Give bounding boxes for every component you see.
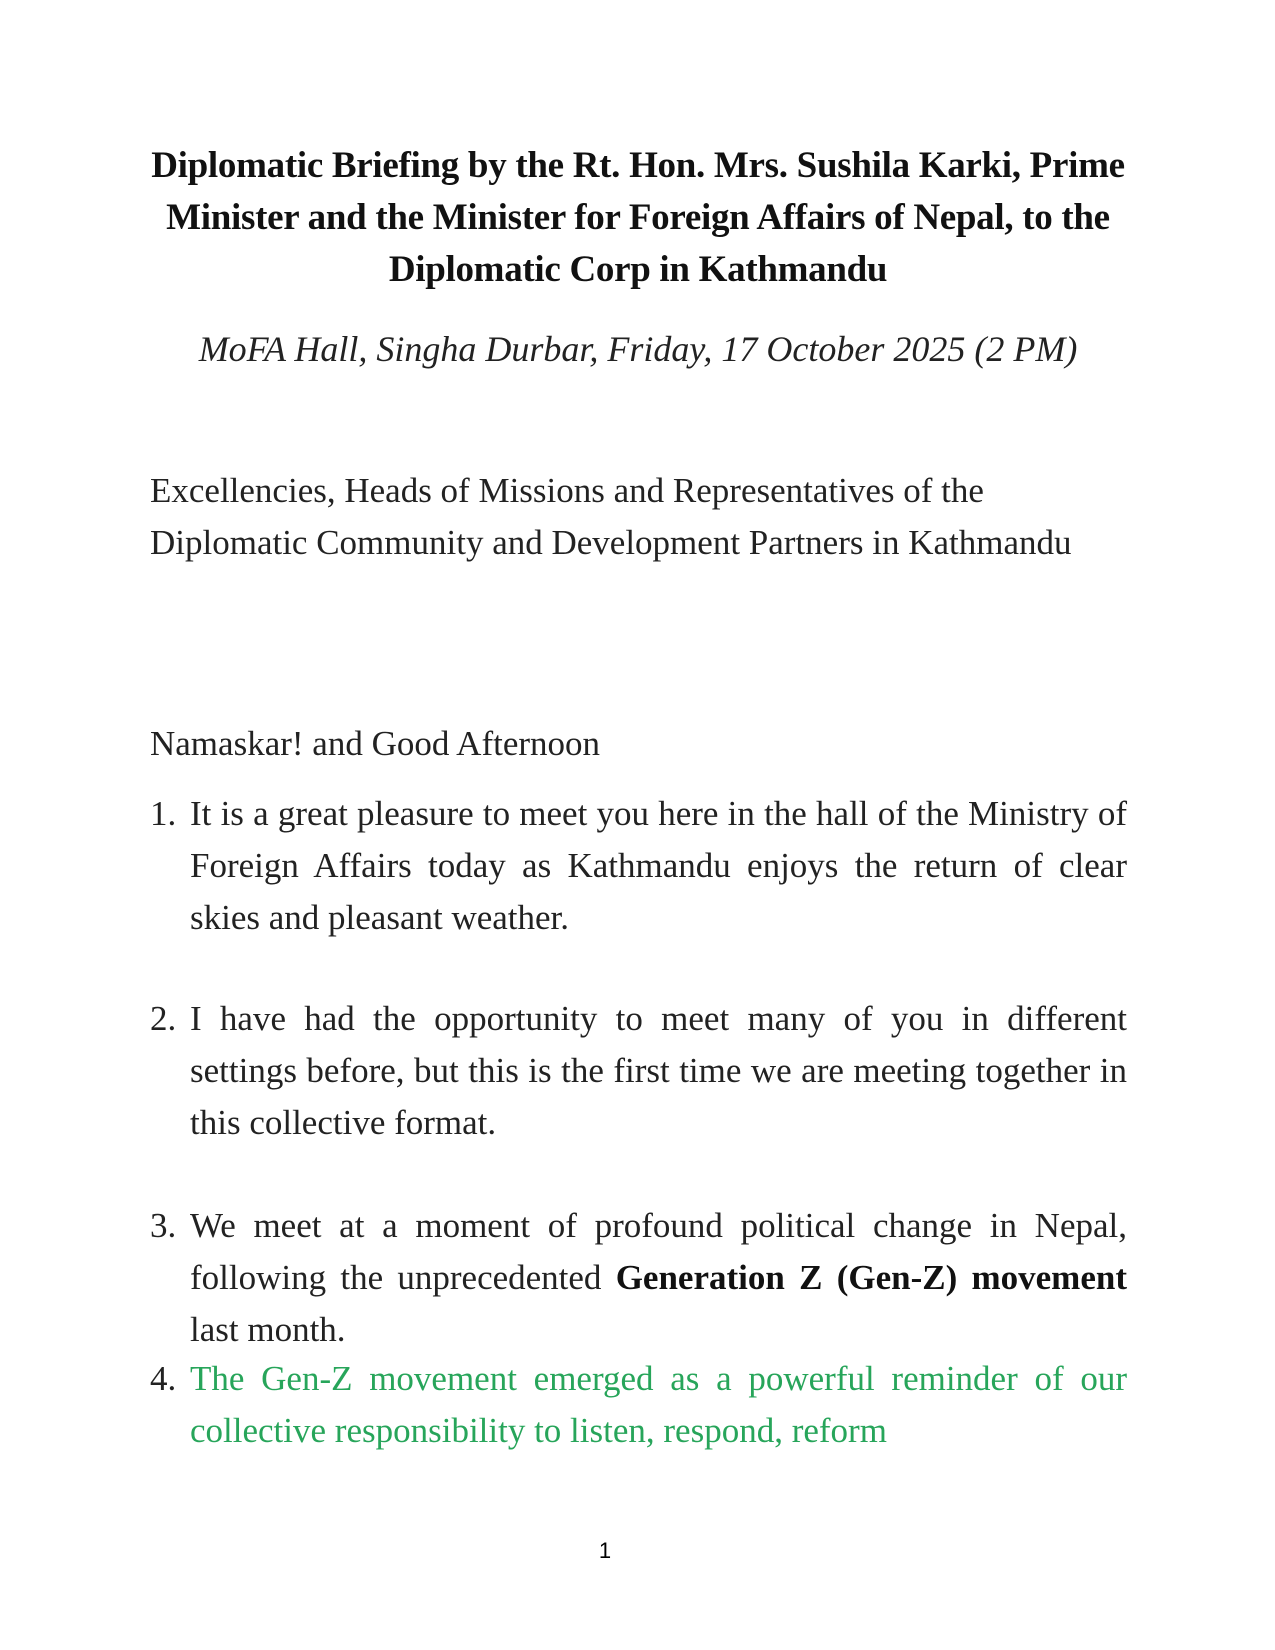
bold-phrase-gen-z: Generation Z (Gen-Z) movement [615,1258,1127,1297]
paragraph-text-highlighted: The Gen-Z movement emerged as a powerful reminder of our collective responsibility to listen, respond, reform [190,1359,1127,1450]
paragraph-text: It is a great pleasure to meet you here in the hall of the Ministry of Foreign Affairs today as Kathmandu enjoys the return of clear skies and pleasant weather. [190,794,1127,937]
page-number: 1 [598,1538,612,1563]
paragraph-3 [150,1200,1127,1356]
paragraph-4 [150,1353,1127,1457]
paragraph-number: 1. [150,794,177,833]
paragraph-1 [150,788,1127,944]
paragraph-number: 3. [150,1206,177,1245]
paragraph-text [190,1200,1127,1356]
document-subtitle: MoFA Hall, Singha Durbar, Friday, 17 October 2025 (2 PM) [198,329,1078,369]
paragraph-number: 4. [150,1359,177,1398]
paragraph-text-before: We meet at a moment of profound political change in Nepal, following the unprecedented [190,1206,1127,1297]
paragraph-number: 2. [150,999,177,1038]
salutation: Excellencies, Heads of Missions and Representatives of the Diplomatic Community and Development Partners in Kathmandu [150,471,1072,562]
paragraph-text-after: last month. [190,1310,346,1349]
paragraph-2 [150,993,1127,1149]
document-title: Diplomatic Briefing by the Rt. Hon. Mrs. Sushila Karki, Prime Minister and the Minister for Foreign Affairs of Nepal, to the Diplomatic Corp in Kathmandu [151,145,1125,290]
greeting: Namaskar! and Good Afternoon [150,724,601,763]
paragraph-text: I have had the opportunity to meet many of you in different settings before, but this is the first time we are meeting together in this collective format. [190,999,1127,1142]
